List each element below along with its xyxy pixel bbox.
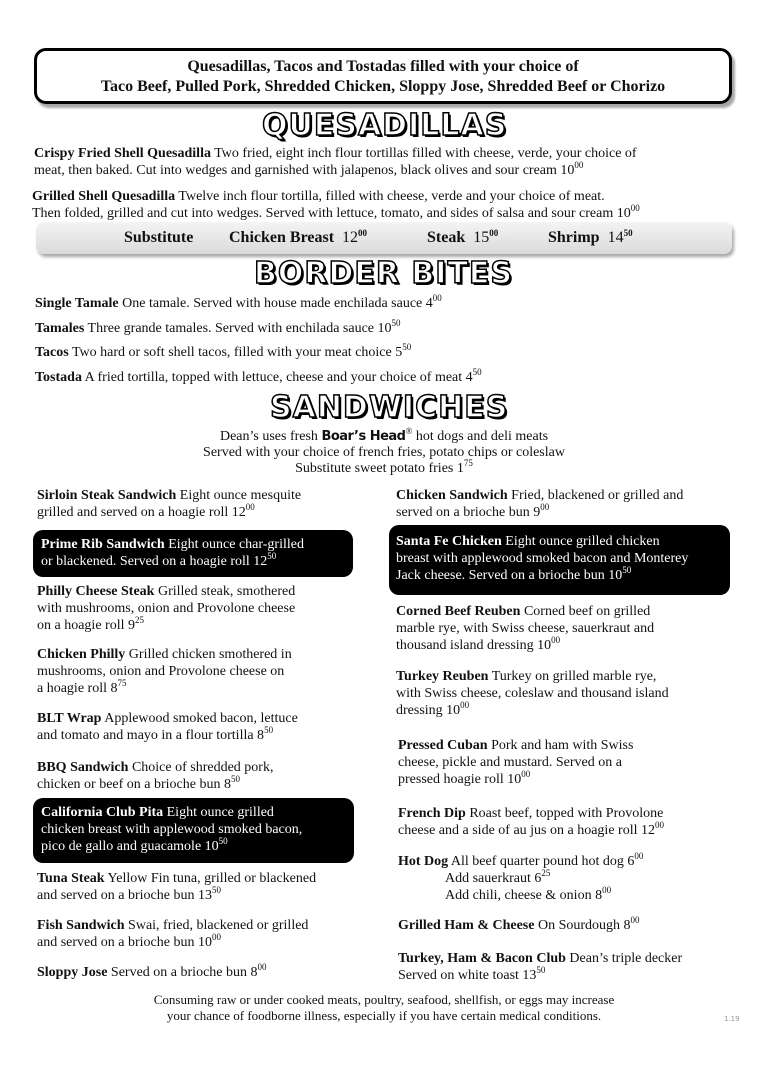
top-banner — [34, 48, 732, 104]
menu-item-turkey-reuben: Turkey Reuben Turkey on grilled marble rye, with Swiss cheese, coleslaw and thousand island dressing $10^{00}$ — [396, 669, 669, 718]
item-desc: meat, then baked. Cut into wedges and garnished with jalapenos, black olives and sour cream 10 — [34, 163, 575, 178]
menu-item-chicken-sandwich: Chicken Sandwich Fried, blackened or grilled and served on a brioche bun $9^{00}$ — [396, 488, 684, 520]
hot-dog-addon: Add sauerkraut 6 — [445, 871, 542, 886]
menu-item-sloppy-jose: Sloppy Jose Served on a brioche bun $8^{00}$ — [37, 962, 267, 980]
menu-item-california-club-pita: California Club Pita Eight ounce grilled chicken breast with applewood smoked bacon, pico de gallo and guacamole $10^{50}$ — [33, 798, 354, 863]
item-desc: Twelve inch flour tortilla, filled with cheese, verde and your choice of meat. — [175, 189, 605, 204]
menu-item-sirloin-steak: Sirloin Steak Sandwich Eight ounce mesquite grilled and served on a hoagie roll $12^{00}$ — [37, 488, 302, 520]
quesadillas-title: QUESADILLAS — [262, 108, 508, 143]
substitute-chicken: Chicken Breast $12^{00}$ — [229, 228, 368, 246]
menu-item-tacos: Tacos Two hard or soft shell tacos, filled with your meat choice $5^{50}$ — [35, 342, 412, 360]
menu-code: 1.19 — [724, 1015, 740, 1023]
item-name: Crispy Fried Shell Quesadilla — [34, 146, 211, 161]
menu-item-fish-sandwich: Fish Sandwich Swai, fried, blackened or grilled and served on a brioche bun $10^{00}$ — [37, 918, 309, 950]
menu-item-french-dip: French Dip Roast beef, topped with Provolone cheese and a side of au jus on a hoagie roll $12^{00}$ — [398, 806, 664, 838]
notice-line-2: your chance of foodborne illness, especially if you have certain medical conditions. — [166, 1008, 602, 1023]
sandwiches-title: SANDWICHES — [270, 390, 509, 425]
menu-item-chicken-philly: Chicken Philly Grilled chicken smothered in mushrooms, onion and Provolone cheese on a hoagie roll $8^{75}$ — [37, 647, 292, 696]
substitute-bar — [36, 222, 732, 254]
menu-item-corned-beef-reuben: Corned Beef Reuben Corned beef on grilled marble rye, with Swiss cheese, sauerkraut and thousand island dressing $10^{00}$ — [396, 604, 655, 653]
menu-item-tostada: Tostada A fried tortilla, topped with lettuce, cheese and your choice of meat $4^{50}$ — [35, 367, 482, 385]
menu-item-single-tamale: Single Tamale One tamale. Served with house made enchilada sauce $4^{00}$ — [35, 293, 442, 311]
substitute-shrimp: Shrimp $14^{50}$ — [548, 228, 633, 246]
menu-item-blt-wrap: BLT Wrap Applewood smoked bacon, lettuce and tomato and mayo in a flour tortilla $8^{50}$ — [37, 711, 298, 743]
substitute-steak: Steak $15^{00}$ — [427, 228, 499, 246]
item-desc: Two fried, eight inch flour tortillas filled with cheese, verde, your choice of — [210, 146, 637, 161]
menu-item-hot-dog: Hot Dog All beef quarter pound hot dog $6^{00}$ Add sauerkraut $6^{25}$ Add chili, cheese & onion $8^{00}$ — [398, 851, 644, 903]
menu-item-crispy-quesadilla — [34, 145, 734, 179]
banner-line-2: Taco Beef, Pulled Pork, Shredded Chicken, Sloppy Jose, Shredded Beef or Chorizo — [100, 78, 666, 95]
menu-item-tamales: Tamales Three grande tamales. Served with enchilada sauce $10^{50}$ — [35, 318, 401, 336]
hot-dog-addon: Add chili, cheese & onion 8 — [445, 888, 603, 903]
item-price-cents: 00 — [574, 160, 584, 170]
menu-item-tuna-steak: Tuna Steak Yellow Fin tuna, grilled or blackened and served on a brioche bun $13^{50}$ — [37, 871, 317, 903]
item-price-cents: 00 — [630, 203, 640, 213]
sandwiches-intro: Dean’s uses fresh Boar’s Head® hot dogs and deli meats Served with your choice of french fries, potato chips or coleslaw Substitute sweet potato fries $1^{75}$ — [203, 426, 565, 476]
menu-item-grilled-ham-cheese: Grilled Ham & Cheese On Sourdough $8^{00}$ — [398, 915, 640, 933]
banner-line-1: Quesadillas, Tacos and Tostadas filled with your choice of — [187, 58, 579, 75]
substitute-label: Substitute — [124, 229, 194, 246]
menu-item-santa-fe-chicken: Santa Fe Chicken Eight ounce grilled chicken breast with applewood smoked bacon and Monterey Jack cheese. Served on a brioche bun $10^{50}$ — [389, 525, 730, 595]
menu-item-bbq-sandwich: BBQ Sandwich Choice of shredded pork, chicken or beef on a brioche bun $8^{50}$ — [37, 760, 274, 792]
menu-item-philly-cheese-steak: Philly Cheese Steak Grilled steak, smothered with mushrooms, onion and Provolone cheese on a hoagie roll $9^{25}$ — [37, 584, 296, 633]
menu-item-prime-rib: Prime Rib Sandwich Eight ounce char-grilled or blackened. Served on a hoagie roll $12^{50}$ — [33, 530, 353, 577]
menu-item-pressed-cuban: Pressed Cuban Pork and ham with Swiss cheese, pickle and mustard. Served on a pressed hoagie roll $10^{00}$ — [398, 738, 634, 787]
item-name: Grilled Shell Quesadilla — [32, 189, 176, 204]
item-desc: Then folded, grilled and cut into wedges. Served with lettuce, tomato, and sides of salsa and sour cream 10 — [32, 206, 631, 221]
boars-head-logo: Boar’s Head — [321, 429, 406, 444]
menu-item-turkey-ham-bacon-club: Turkey, Ham & Bacon Club Dean’s triple decker Served on white toast $13^{50}$ — [398, 951, 683, 983]
notice-line-1: Consuming raw or under cooked meats, poultry, seafood, shellfish, or eggs may increase — [153, 992, 615, 1007]
menu-item-grilled-quesadilla — [32, 188, 742, 222]
food-safety-notice — [0, 992, 768, 1024]
border-bites-title: BORDER BITES — [254, 256, 514, 291]
